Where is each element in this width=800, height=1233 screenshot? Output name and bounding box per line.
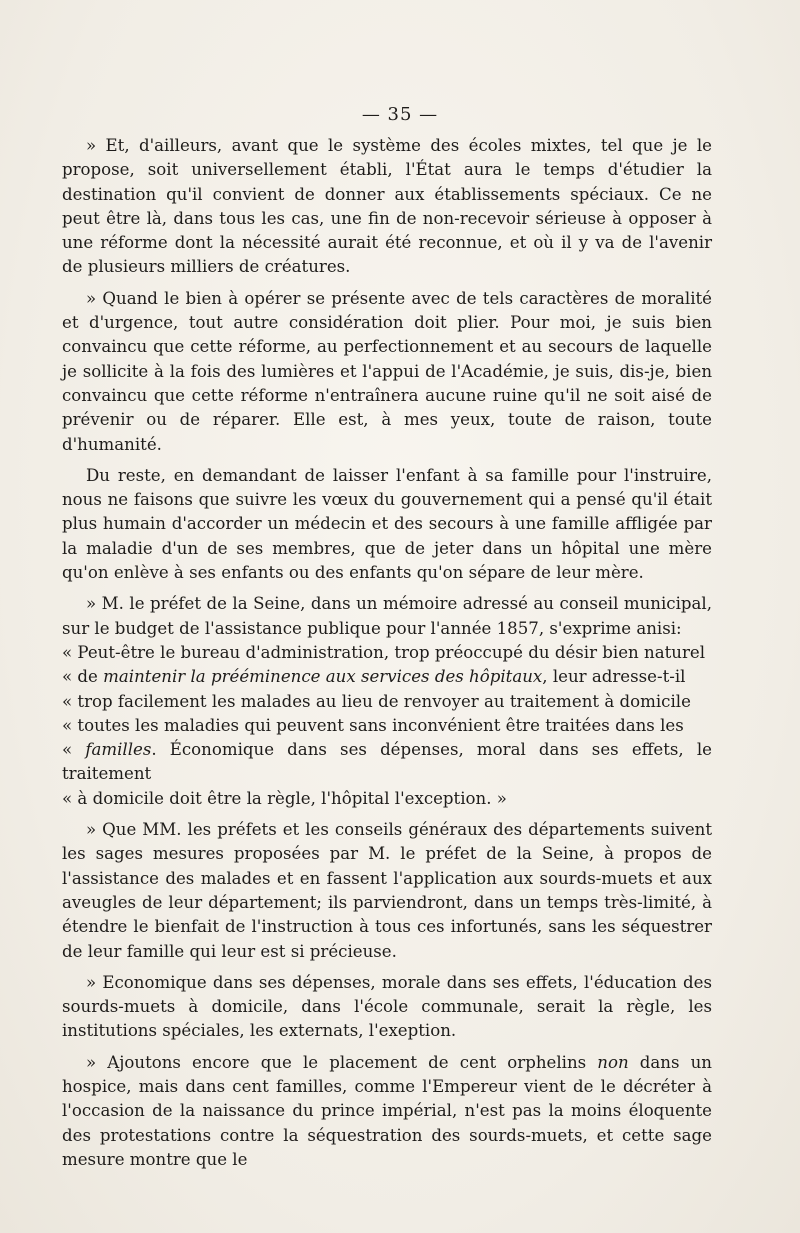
paragraph-orphans-placement: » Ajoutons encore que le placement de cent orphelins non dans un hospice, mais dans cent familles, comme l'Empereur vient de le décréter à l'occasion de la naissance du prince impérial, n'est pas la moins éloquente des protestations contre la séquestration des sourds-muets, et cette sage mesure montre que le	[62, 1052, 712, 1169]
quote-line: « familles. Économique dans ses dépenses, moral dans ses effets, le traitement	[62, 740, 712, 784]
paragraph-schools-mixed: » Et, d'ailleurs, avant que le système des écoles mixtes, tel que je le propose, soit universellement établi, l'État aura le temps d'étudier la destination qu'il convient de donner aux établissements spéciaux. Ce ne peut être là, dans tous les cas, une fin de non-recevoir sérieuse à opposer à une réforme dont la nécessité aurait été reconnue, et où il y va de l'avenir de plusieurs milliers de créatures.	[62, 136, 712, 277]
quote-emphasis: familles	[85, 740, 152, 760]
quote-line: « toutes les maladies qui peuvent sans inconvénient être traitées dans les	[62, 715, 684, 735]
quote-line: « Peut-être le bureau d'administration, trop préoccupé du désir bien naturel	[62, 642, 706, 662]
quote-line: « à domicile doit être la règle, l'hôpital l'exception. »	[62, 788, 507, 808]
paragraph-prefect-memoir: » M. le préfet de la Seine, dans un mémoire adressé au conseil municipal, sur le budget de l'assistance publique pour l'année 1857, s'exprime anisi:	[62, 594, 712, 638]
quote-emphasis: maintenir la prééminence aux services des hôpitaux	[103, 667, 543, 687]
paragraph-reform-urgency: » Quand le bien à opérer se présente avec de tels caractères de moralité et d'urgence, tout autre considération doit plier. Pour moi, je suis bien convaincu que cette réforme, au perfectionnement et au secours de laquelle je sollicite à la fois des lumières et l'appui de l'Académie, je suis, dis-je, bien convaincu que cette réforme n'entraînera aucune ruine qu'il ne soit aisé de prévenir ou de réparer. Elle est, à mes yeux, toute de raison, toute d'humanité.	[62, 288, 712, 454]
paragraph-family-instruction: Du reste, en demandant de laisser l'enfant à sa famille pour l'instruire, nous ne faisons que suivre les vœux du gouvernement qui a pensé qu'il était plus humain d'accorder un médecin et des secours à une famille affligée par la maladie d'un de ses membres, que de jeter dans un hôpital une mère qu'on enlève à ses enfants ou des enfants qu'on sépare de leur mère.	[62, 465, 712, 583]
emphasis-non: non	[597, 1052, 629, 1072]
paragraph-prefects-councils: » Que MM. les préfets et les conseils généraux des départements suivent les sages mesures proposées par M. le préfet de la Seine, à propos de l'assistance des malades et en fassent l'application aux sourds-muets et aux aveugles de leur département; ils parviendront, dans un temps très-limité, à étendre le bienfait de l'instruction à tous ces infortunés, sans les séquestrer de leur famille qui leur est si précieuse.	[62, 820, 712, 961]
paragraph-economic-education: » Economique dans ses dépenses, morale dans ses effets, l'éducation des sourds-muets à domicile, dans l'école communale, serait la règle, les institutions spéciales, les externats, l'exeption.	[62, 972, 712, 1041]
quote-line: « de maintenir la prééminence aux services des hôpitaux, leur adresse-t-il	[62, 667, 686, 687]
page-number: — 35 —	[361, 104, 439, 125]
quote-line: « trop facilement les malades au lieu de renvoyer au traitement à domicile	[62, 691, 691, 711]
body-text	[62, 134, 712, 1179]
